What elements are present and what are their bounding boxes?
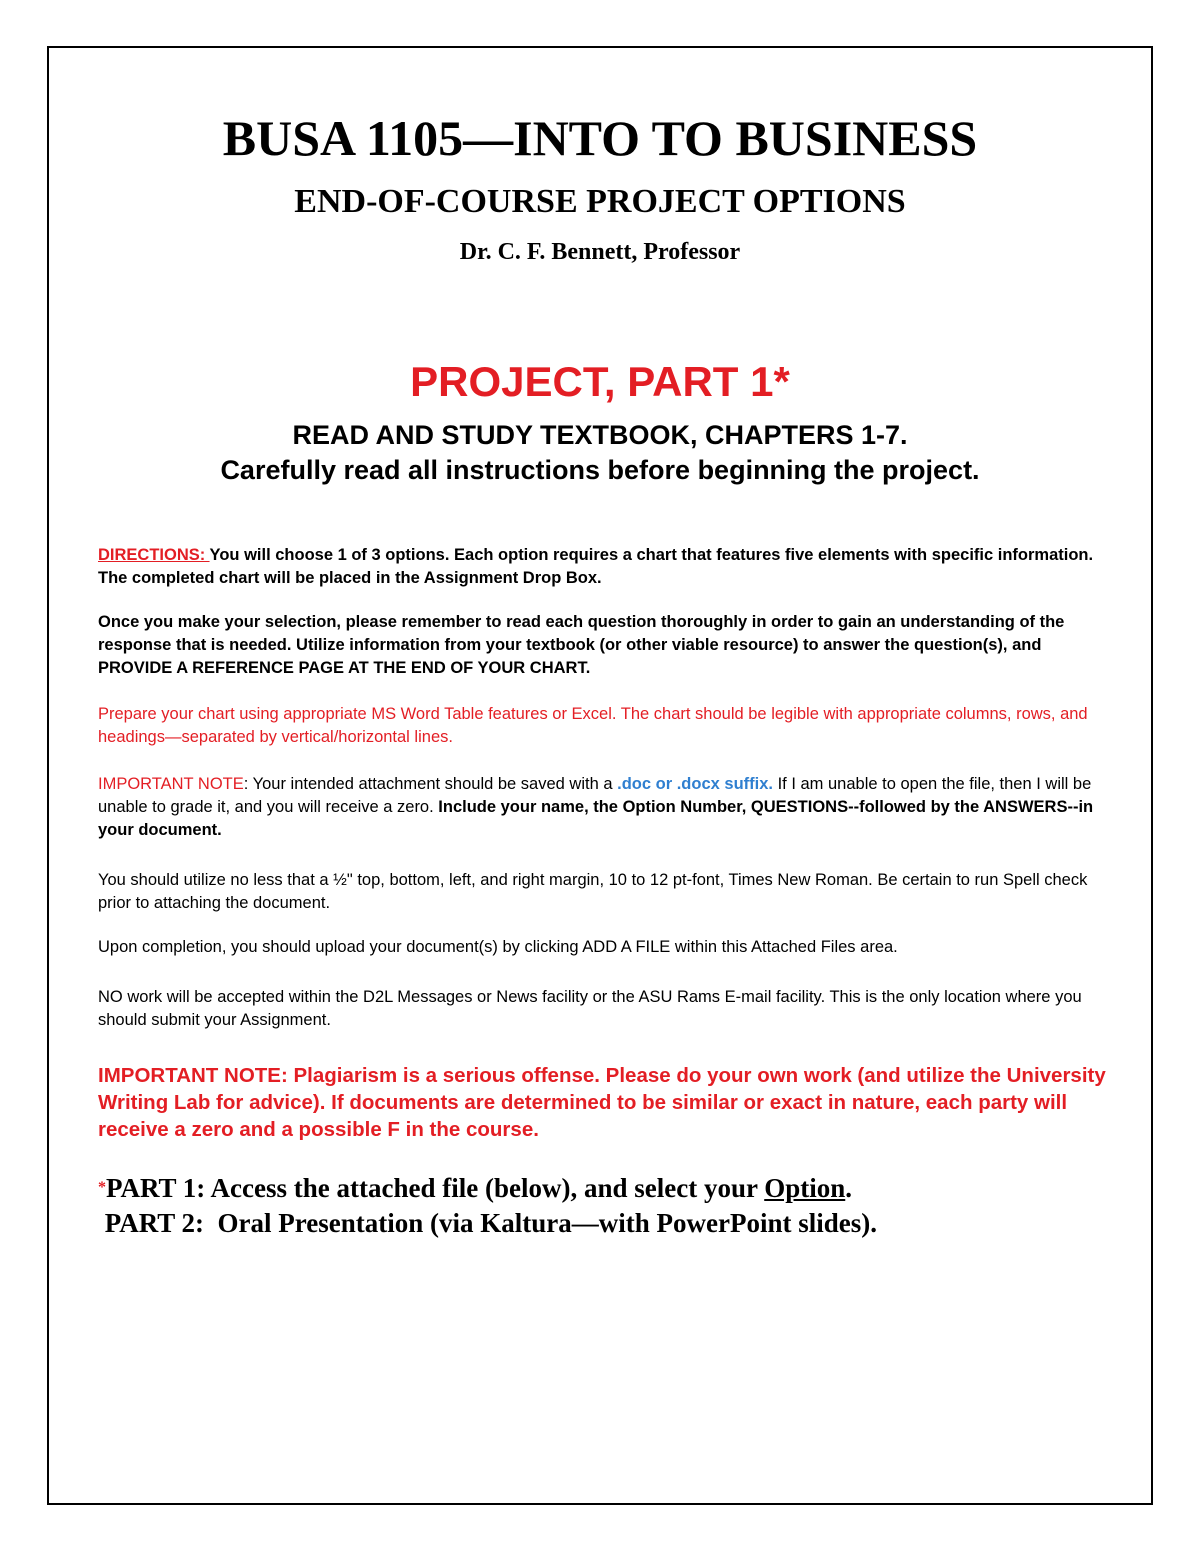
plagiarism-warning: IMPORTANT NOTE: Plagiarism is a serious offense. Please do your own work (and utilize the University Writing Lab for advice). If documents are determined to be similar or exact in nature, each party will receive a zero and a possible F in the course. — [98, 1064, 1106, 1141]
author-line: Dr. C. F. Bennett, Professor — [459, 239, 741, 265]
part-1-period: . — [845, 1173, 852, 1203]
selection-paragraph: Once you make your selection, please remember to read each question thoroughly in order to gain an understanding of the response that is needed. Utilize information from your textbook (or other viable resource) to answer the question(s), and PROVIDE A REFERENCE PAGE AT THE END OF YOUR CHART. — [98, 613, 1065, 677]
no-work-paragraph: NO work will be accepted within the D2L Messages or News facility or the ASU Rams E-mail facility. This is the only location where you should submit your Assignment. — [98, 988, 1082, 1029]
directions-paragraph — [98, 544, 1108, 590]
directions-text: You will choose 1 of 3 options. Each option requires a chart that features five elements with specific information. The completed chart will be placed in the Assignment Drop Box. — [98, 546, 1094, 587]
read-instruction: READ AND STUDY TEXTBOOK, CHAPTERS 1-7. — [292, 420, 908, 450]
careful-instruction: Carefully read all instructions before beginning the project. — [220, 455, 980, 485]
part-2-line: PART 2: Oral Presentation (via Kaltura—with PowerPoint slides). — [98, 1208, 877, 1238]
file-suffix-note: .doc or .docx suffix. — [617, 775, 773, 793]
project-title: PROJECT, PART 1* — [410, 358, 790, 405]
important-note-label: IMPORTANT NOTE — [98, 775, 244, 793]
important-note-text-a: : Your intended attachment should be saved with a — [243, 775, 618, 793]
part-1-line — [98, 1171, 1118, 1205]
course-title: BUSA 1105—INTO TO BUSINESS — [222, 110, 978, 166]
important-note-text-b: If I am unable to open the file, then I will be unable to grade it, and you will receive a zero. — [98, 775, 1092, 816]
margins-paragraph: You should utilize no less that a ½" top, bottom, left, and right margin, 10 to 12 pt-font, Times New Roman. Be certain to run Spell check prior to attaching the document. — [98, 871, 1088, 912]
prepare-paragraph: Prepare your chart using appropriate MS Word Table features or Excel. The chart should be legible with appropriate columns, rows, and headings—separated by vertical/horizontal lines. — [98, 705, 1088, 746]
part-1-text: PART 1: Access the attached file (below), and select your — [106, 1173, 765, 1203]
important-note-paragraph — [98, 773, 1108, 842]
option-link-text: Option — [764, 1173, 846, 1203]
upload-paragraph: Upon completion, you should upload your document(s) by clicking ADD A FILE within this Attached Files area. — [98, 938, 898, 956]
directions-label: DIRECTIONS: — [98, 546, 210, 564]
important-note-text-c: Include your name, the Option Number, QUESTIONS--followed by the ANSWERS--in your document. — [98, 798, 1094, 839]
asterisk-marker: * — [98, 1179, 106, 1196]
document-subtitle: END-OF-COURSE PROJECT OPTIONS — [294, 183, 906, 220]
